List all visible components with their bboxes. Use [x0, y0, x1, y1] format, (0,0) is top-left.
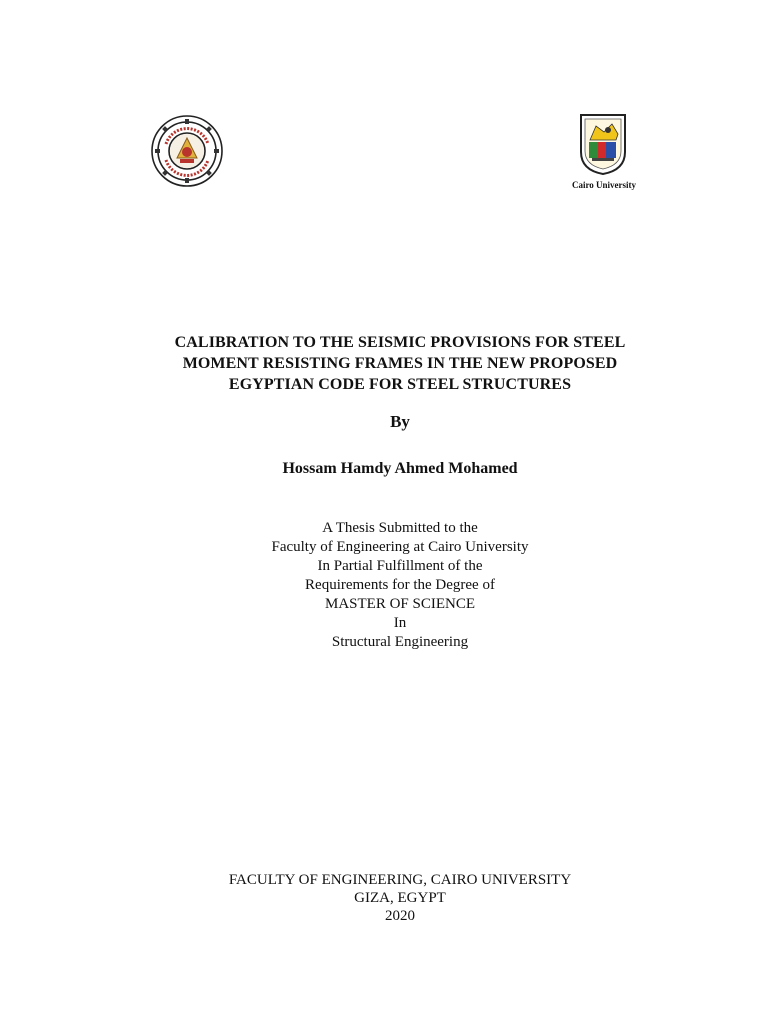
- thesis-statement-line: Faculty of Engineering at Cairo University: [271, 539, 529, 555]
- cairo-university-caption: Cairo University: [571, 180, 637, 190]
- thesis-statement-line: In Partial Fulfillment of the: [317, 558, 483, 574]
- thesis-statement: [84, 519, 716, 652]
- thesis-statement-line: In: [393, 615, 407, 631]
- thesis-title-line: MOMENT RESISTING FRAMES IN THE NEW PROPOSED: [182, 355, 618, 372]
- specialization: Structural Engineering: [331, 634, 469, 650]
- footer-year: 2020: [385, 908, 415, 924]
- cairo-university-crest-icon: [578, 112, 628, 176]
- thesis-title-line: CALIBRATION TO THE SEISMIC PROVISIONS FOR STEEL: [174, 334, 626, 351]
- thesis-title-line: EGYPTIAN CODE FOR STEEL STRUCTURES: [228, 376, 572, 393]
- thesis-statement-line: Requirements for the Degree of: [305, 577, 495, 593]
- faculty-seal-icon: [150, 114, 224, 188]
- footer-institution: FACULTY OF ENGINEERING, CAIRO UNIVERSITY: [228, 872, 572, 888]
- author-name: Hossam Hamdy Ahmed Mohamed: [282, 460, 518, 477]
- footer: [84, 871, 716, 925]
- degree-name: MASTER OF SCIENCE: [324, 596, 476, 612]
- by-label: By: [390, 412, 410, 431]
- footer-location: GIZA, EGYPT: [354, 890, 446, 906]
- thesis-title: [84, 332, 716, 395]
- thesis-statement-line: A Thesis Submitted to the: [322, 520, 478, 536]
